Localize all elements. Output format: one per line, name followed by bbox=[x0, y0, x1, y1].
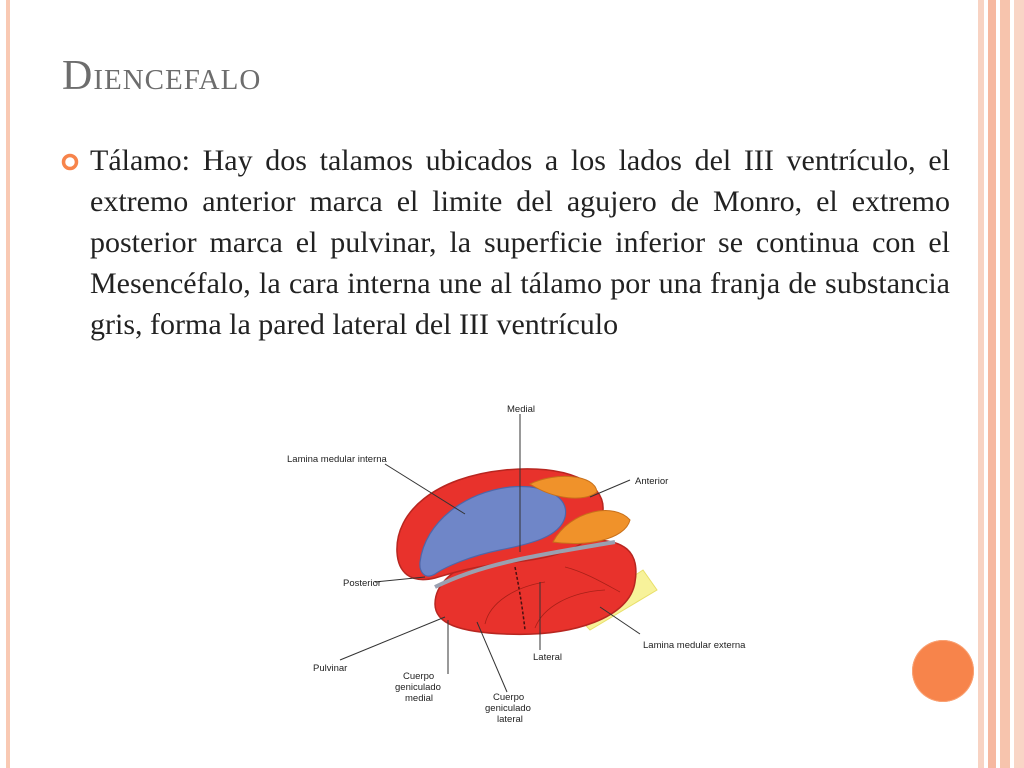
label-cg-medial-3: medial bbox=[405, 693, 433, 704]
label-cg-lateral-1: Cuerpo bbox=[493, 692, 525, 703]
bullet-text: Tálamo: Hay dos talamos ubicados a los lados del III ventrículo, el extremo anterior marca el limite del agujero de Monro, el extremo posterior marca el pulvinar, la superficie inferior se continua con el Mesencéfalo, la cara interna une al tálamo por una franja de substancia gris, forma la pared lateral del III ventrículo bbox=[90, 144, 950, 341]
right-stripes-decoration bbox=[978, 0, 1024, 768]
label-medial: Medial bbox=[507, 404, 535, 415]
label-cg-medial-2: geniculado bbox=[395, 682, 441, 693]
label-cg-medial-1: Cuerpo bbox=[403, 671, 435, 682]
slide-title: Diencefalo bbox=[62, 53, 262, 99]
thalamus-figure bbox=[285, 392, 785, 732]
decorative-orange-circle bbox=[912, 640, 974, 702]
left-border-decoration bbox=[0, 0, 12, 768]
ring-bullet-icon bbox=[60, 152, 80, 172]
label-cg-lateral-2: geniculado bbox=[485, 703, 531, 714]
label-lamina-interna: Lamina medular interna bbox=[287, 454, 387, 465]
thalamus-illustration bbox=[285, 392, 785, 732]
label-pulvinar: Pulvinar bbox=[313, 663, 348, 674]
label-lamina-externa: Lamina medular externa bbox=[643, 640, 746, 651]
bullet-item bbox=[60, 140, 950, 345]
label-lateral: Lateral bbox=[533, 652, 563, 663]
label-posterior: Posterior bbox=[343, 578, 382, 589]
label-cg-lateral-3: lateral bbox=[497, 714, 523, 725]
label-anterior: Anterior bbox=[635, 476, 669, 487]
